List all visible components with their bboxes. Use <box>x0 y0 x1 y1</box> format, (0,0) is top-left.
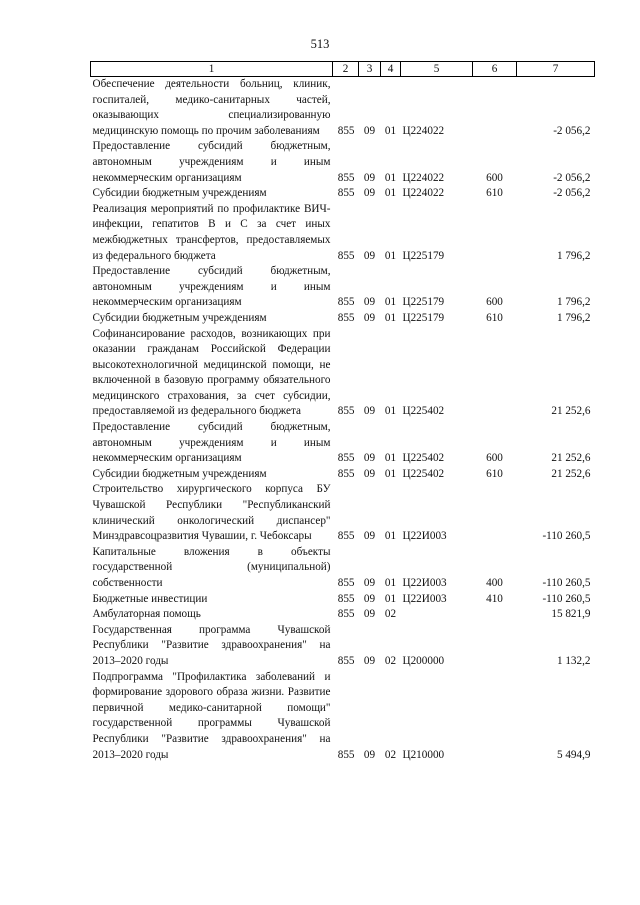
row-subsection-code: 01 <box>384 187 397 200</box>
row-section-code: 09 <box>363 748 376 761</box>
table-row <box>91 670 595 764</box>
row-ministry-code: 855 <box>337 577 355 589</box>
row-ministry-code: 855 <box>337 124 355 137</box>
row-section-code: 09 <box>363 530 376 543</box>
row-section-code: 09 <box>363 187 376 200</box>
row-ministry-code: 855 <box>337 467 355 480</box>
row-target-article: Ц225402 <box>402 405 445 418</box>
row-name: Капитальные вложения в объекты государственной (муниципальной) собственности <box>92 545 331 589</box>
row-section-code: 09 <box>363 592 376 605</box>
row-name: Софинансирование расходов, возникающих при оказании гражданам Российской Федерации высокотехнологичной медицинской помощи, не включенной в базовую программу обязательного медицинского страхования, за счет субсидии, предоставляемой из федерального бюджета <box>92 327 331 418</box>
row-target-article: Ц210000 <box>402 748 445 761</box>
header-col-2: 2 <box>333 62 359 77</box>
row-amount: -2 056,2 <box>553 124 591 137</box>
row-amount: 1 796,2 <box>556 296 591 309</box>
header-col-4: 4 <box>381 62 401 77</box>
row-section-code: 09 <box>363 171 376 184</box>
table-row <box>91 420 595 467</box>
row-ministry-code: 855 <box>337 311 355 324</box>
row-target-article: Ц225179 <box>402 296 445 309</box>
header-col-3: 3 <box>359 62 381 77</box>
row-subsection-code: 02 <box>384 654 397 667</box>
row-expense-type <box>473 327 517 421</box>
row-expense-type: 410 <box>486 592 503 605</box>
row-ministry-code: 855 <box>337 654 355 667</box>
row-amount: -110 260,5 <box>542 592 591 605</box>
row-name: Обеспечение деятельности больниц, клиник, госпиталей, медико-санитарных частей, оказывающих специализированную медицинскую помощь по прочим заболеваниям <box>92 78 331 137</box>
row-section-code: 09 <box>363 296 376 309</box>
table-header <box>91 62 595 77</box>
row-expense-type <box>473 77 517 140</box>
table-row <box>91 482 595 544</box>
row-amount: 21 252,6 <box>551 467 591 480</box>
row-expense-type <box>473 670 517 764</box>
row-section-code: 09 <box>363 311 376 324</box>
row-amount: -110 260,5 <box>542 530 591 543</box>
row-target-article: Ц225179 <box>402 249 445 262</box>
header-col-1: 1 <box>91 62 333 77</box>
table-row <box>91 467 595 483</box>
row-section-code: 09 <box>363 608 376 621</box>
row-section-code: 09 <box>363 452 376 465</box>
row-expense-type <box>473 482 517 544</box>
row-target-article: Ц225402 <box>402 467 445 480</box>
row-name: Предоставление субсидий бюджетным, автономным учреждениям и иным некоммерческим организациям <box>92 265 331 309</box>
row-target-article: Ц225402 <box>402 452 445 465</box>
row-name: Бюджетные инвестиции <box>92 592 208 605</box>
row-name: Реализация мероприятий по профилактике ВИЧ-инфекции, гепатитов В и С за счет иных межбюджетных трансфертов, предоставляемых из федерального бюджета <box>92 202 331 262</box>
row-expense-type: 610 <box>486 187 503 200</box>
row-section-code: 09 <box>363 405 376 418</box>
table-row <box>91 77 595 140</box>
table-row <box>91 607 595 623</box>
row-name: Предоставление субсидий бюджетным, автономным учреждениям и иным некоммерческим организациям <box>92 421 331 465</box>
row-target-article: Ц224022 <box>402 124 445 137</box>
row-ministry-code: 855 <box>337 608 355 621</box>
row-ministry-code: 855 <box>337 187 355 200</box>
page-number: 513 <box>310 37 330 51</box>
row-subsection-code: 01 <box>384 249 397 262</box>
row-subsection-code: 01 <box>384 467 397 480</box>
row-subsection-code: 01 <box>384 577 397 589</box>
row-name: Государственная программа Чувашской Республики "Развитие здравоохранения" на 2013–2020 годы <box>92 623 331 667</box>
row-subsection-code: 02 <box>384 748 397 761</box>
row-subsection-code: 01 <box>384 405 397 418</box>
row-expense-type: 610 <box>486 311 503 324</box>
row-expense-type <box>473 623 517 670</box>
row-amount: -2 056,2 <box>553 187 591 200</box>
row-name: Субсидии бюджетным учреждениям <box>92 467 267 480</box>
row-expense-type: 400 <box>486 577 503 589</box>
row-name: Субсидии бюджетным учреждениям <box>92 311 267 324</box>
table-row <box>91 186 595 202</box>
row-target-article: Ц22И003 <box>402 592 447 605</box>
row-target-article: Ц200000 <box>402 654 445 667</box>
row-target-article: Ц225179 <box>402 311 445 324</box>
row-target-article: Ц22И003 <box>402 530 447 543</box>
row-subsection-code: 01 <box>384 171 397 184</box>
header-col-7: 7 <box>517 62 595 77</box>
row-subsection-code: 02 <box>384 608 397 621</box>
row-name: Субсидии бюджетным учреждениям <box>92 187 267 200</box>
row-subsection-code: 01 <box>384 124 397 137</box>
row-name: Предоставление субсидий бюджетным, автономным учреждениям и иным некоммерческим организациям <box>92 140 331 184</box>
row-expense-type: 600 <box>486 296 503 309</box>
row-ministry-code: 855 <box>337 748 355 761</box>
row-ministry-code: 855 <box>337 592 355 605</box>
row-ministry-code: 855 <box>337 171 355 184</box>
row-expense-type <box>473 607 517 623</box>
row-subsection-code: 01 <box>384 296 397 309</box>
row-ministry-code: 855 <box>337 452 355 465</box>
row-name: Амбулаторная помощь <box>92 608 201 621</box>
row-amount: 5 494,9 <box>556 748 591 761</box>
row-amount: -2 056,2 <box>553 171 591 184</box>
row-amount: -110 260,5 <box>542 577 591 589</box>
header-col-5: 5 <box>401 62 473 77</box>
row-ministry-code: 855 <box>337 405 355 418</box>
table-row <box>91 623 595 670</box>
row-section-code: 09 <box>363 124 376 137</box>
row-subsection-code: 01 <box>384 530 397 543</box>
budget-table <box>90 61 595 763</box>
table-row <box>91 202 595 264</box>
row-target-article: Ц22И003 <box>402 577 447 589</box>
header-col-6: 6 <box>473 62 517 77</box>
row-amount: 21 252,6 <box>551 452 591 465</box>
table-row <box>91 311 595 327</box>
table-row <box>91 139 595 186</box>
row-ministry-code: 855 <box>337 530 355 543</box>
row-section-code: 09 <box>363 654 376 667</box>
row-expense-type: 600 <box>486 452 503 465</box>
row-section-code: 09 <box>363 467 376 480</box>
row-name: Строительство хирургического корпуса БУ Чувашской Республики "Республиканский клинический онкологический диспансер" Минздравсоцразвития Чувашии, г. Чебоксары <box>92 483 331 543</box>
row-subsection-code: 01 <box>384 592 397 605</box>
row-amount: 21 252,6 <box>551 405 591 418</box>
row-ministry-code: 855 <box>337 249 355 262</box>
row-expense-type: 610 <box>486 467 503 480</box>
row-target-article: Ц224022 <box>402 187 445 200</box>
row-name: Подпрограмма "Профилактика заболеваний и формирование здорового образа жизни. Развитие первичной медико-санитарной помощи" государственной программы Чувашской Республики "Развитие здравоохранения" на 2013–2020 годы <box>92 670 331 761</box>
table-row <box>91 545 595 592</box>
row-expense-type: 600 <box>486 171 503 184</box>
row-amount: 1 796,2 <box>556 249 591 262</box>
row-amount: 1 132,2 <box>556 654 591 667</box>
table-row <box>91 592 595 608</box>
row-expense-type <box>473 202 517 264</box>
table-body <box>91 77 595 764</box>
row-target-article <box>401 607 473 623</box>
row-section-code: 09 <box>363 577 376 589</box>
row-ministry-code: 855 <box>337 296 355 309</box>
row-subsection-code: 01 <box>384 311 397 324</box>
table-row <box>91 327 595 421</box>
row-subsection-code: 01 <box>384 452 397 465</box>
row-section-code: 09 <box>363 249 376 262</box>
row-amount: 1 796,2 <box>556 311 591 324</box>
table-row <box>91 264 595 311</box>
row-amount: 15 821,9 <box>551 608 591 621</box>
row-target-article: Ц224022 <box>402 171 445 184</box>
